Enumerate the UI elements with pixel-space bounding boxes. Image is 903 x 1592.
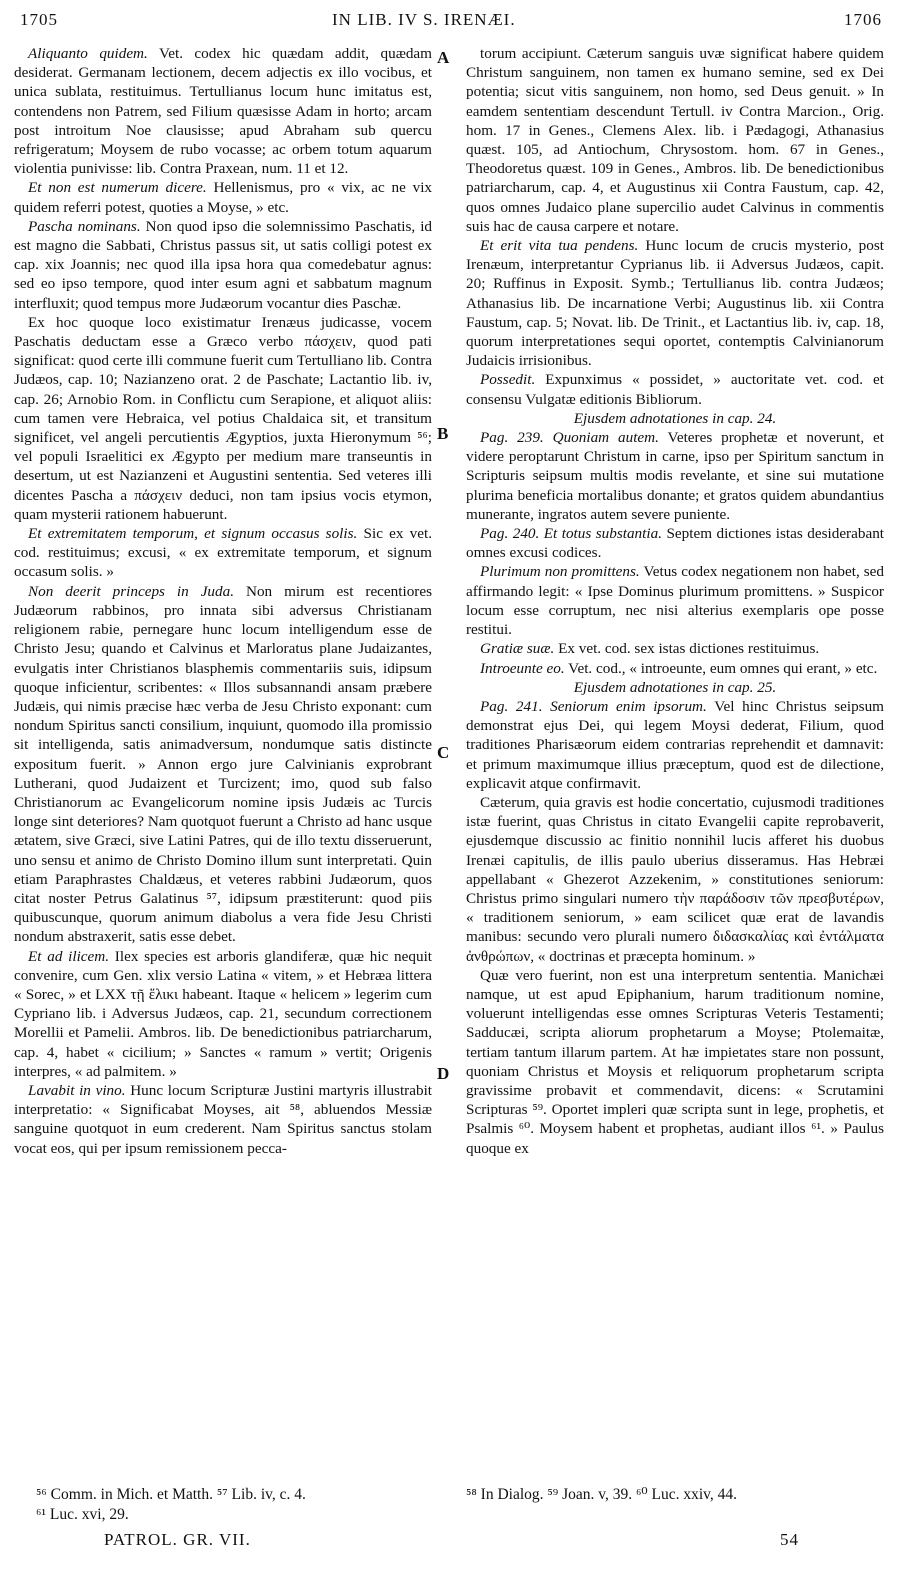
- annotation-paragraph: [466, 370, 884, 408]
- section-heading: [466, 409, 884, 428]
- paragraph-text: Quæ vero fuerint, non est una interpretum sententia. Manichæi namque, ut est apud Epiphanium, harum traditionum nomine, voluerunt intelligendas esse omnes Scripturas Veteris Testamenti; Sadducæi, scripta aliorum prophetarum a Moyse; Ptolemaitæ, tertiam tantum illarum partem. At hæ impietates stare non possunt, quoniam Christus et Moysis et reliquorum prophetarum scripta gravissime probavit et commendavit, dicens: « Scrutamini Scripturas ⁵⁹. Oportet impleri quæ scripta sunt in lege, prophetis, et Psalmis ⁶⁰. Moysem habent et prophetas, audiant illos ⁶¹. » Paulus quoque ex: [466, 966, 884, 1157]
- lemma: Et erit vita tua pendens.: [480, 237, 639, 255]
- paragraph-text: Cæterum, quia gravis est hodie concertatio, cujusmodi traditiones istæ fuerint, quas Christus in citato Evangelii capite reprobaverit, ejusdemque discussio ac finitio nonnihil lucis afferet his duobus Irenæi capitulis, de illis paulo uberius disseramus. Has Hebræi appellabant « Ghezerot Azzekenim, » constitutiones seniorum: Christus primo singulari numero τὴν παράδοσιν τῶν πρεσβυτέρων, « traditionem seniorum, » eam scilicet quæ erat de lavandis manibus: secundo vero plurali numero διδασκαλίας καὶ ἐντάλματα ἀνθρώπων, « doctrinas et præcepta hominum. »: [466, 793, 884, 965]
- annotation-paragraph: [466, 659, 884, 678]
- footnote-line: ⁶¹ Luc. xvi, 29.: [36, 1506, 129, 1523]
- annotation-paragraph: [14, 947, 432, 1081]
- annotation-paragraph: [14, 178, 432, 216]
- paragraph-text: Vet. cod., « introeunte, eum omnes qui erant, » etc.: [568, 659, 878, 677]
- paragraph-text: Ilex species est arboris glandiferæ, quæ hic nequit convenire, cum Gen. xlix versio Latina « vitem, » et Hebræa littera « Sorec, » et LXX τῇ ἕλικι habeant. Itaque « helicem » legerim cum Cypriano lib. i Adversus Judæos, cap. 21, secundum correctionem Morellii et Pamelii. Ambros. lib. De benedictionibus patriarcharum, cap. 4, habet « cicilium; » Sanctes « ramum » vertit; Origenis interpres, « ad palmitem. »: [14, 947, 433, 1080]
- annotation-paragraph: [14, 313, 432, 524]
- paragraph-text: torum accipiunt. Cæterum sanguis uvæ significat habere quidem Christum sanguinem, non tamen ex humano semine, sed ex Dei potentia; sicut vitis sanguinem, non homo, sed Deus genuit. » In eamdem sententiam descendunt Tertull. iv Contra Marcion., Orig. hom. 17 in Genes., Clemens Alex. lib. i Pædagogi, Athanasius quæst. 105, ad Antiochum, Chrysostom. hom. 67 in Genes., Theodoretus quæst. 109 in Genes., Ambros. lib. De benedictionibus patriarcharum, cap. 4, et Augustinus xii Contra Faustum, cap. 42, quos omnes Judaico plane supercilio audet Calvinus in commentis suis hac de causa carpere et notare.: [466, 45, 884, 235]
- lemma: Non deerit princeps in Juda.: [28, 582, 235, 600]
- signature-mark: 54: [780, 1530, 799, 1549]
- footnote-line: ⁵⁸ In Dialog. ⁵⁹ Joan. v, 39. ⁶⁰ Luc. xxiv, 44.: [466, 1486, 738, 1503]
- paragraph-text: Non quod ipso die solemnissimo Paschatis, id est magno die Sabbati, Christus passus sit, ut satis colligi potest ex cap. xix Joannis; nec quod illa ipsa hora qua comedebatur agnus: sed eo ipso tempore, quod inter esum agni et sabbatum magnum interfluxit; quod tempus more Judæorum vocantur dies Paschæ.: [14, 217, 433, 312]
- footnotes-right: [466, 1485, 737, 1505]
- paragraph-text: Ex vet. cod. sex istas dictiones restituimus.: [558, 640, 820, 658]
- paragraph-text: Vetus codex negationem non habet, sed affirmando legit: « Ipse Dominus plurimum promittens. » Suspicor locum esse corruptum, nec nisi alterius exemplaris ope posse restitui.: [466, 563, 885, 639]
- paragraph-text: Veteres prophetæ et noverunt, et videre peroptarunt Christum in carne, ipso per Spiritum sanctum in Scripturis seipsum multis modis revelante, et sine sui mutatione plurima beneficia mortalibus donante; et gratos quidem abundantius munerante, ingratos autem severe puniente.: [466, 429, 884, 523]
- paragraph-text: Vel hinc Christus seipsum demonstrat ejus Dei, qui legem Moysi dederat, Filium, quod traditiones Pharisæorum eidem contrarias reprehendit et damnavit: et primum maximumque illius præceptum, quod est de dilectione, explicavit atque confirmavit.: [466, 697, 884, 792]
- lemma: Gratiæ suæ.: [480, 640, 555, 658]
- paragraph-text: Non mirum est recentiores Judæorum rabbinos, pro innata sibi adversus Christianam religionem rabie, pernegare hunc locum intelligendum esse de Christo Jesu; quando et Calvinus et Marloratus plane Judaizantes, evulgatis inter Christianos blasphemis commentariis suis, idipsum quoque inficientur, scribentes: « Illos subsannandi ansam præbere Judæis, qui nimis præcise hæc verba de Jesu Christo exponant: cum nondum Spiritus sancti consilium, inquiunt, quomodo illa promissio sit intelligenda, satis animadversum, nondumque satis distincte expositum fuerit. » Annon ergo jure Calvinianis exprobrant Lutherani, quod Judaizent et Turcizent; imo, quod sub falso Christianorum ac Evangelicorum nomine ipsis Judæis ac Turcis longe sint deteriores? Nam quotquot fuerunt a Christo ad hanc usque ætatem, sive Græci, sive Latini Patres, qui de illo textu disseruerunt, uno sensu et animo de Christo Domino illum sunt interpretati. Quin etiam Paraphrastes Chaldæus, et veteres rabbini Judæorum, quos citat noster Petrus Galatinus ⁵⁷, idipsum præstiterunt: quod piis quibuscunque, quorum animum diabolus a vera fide Jesu Christi nondum abstraxerit, satis esse debet.: [14, 582, 433, 946]
- annotation-paragraph: [466, 428, 884, 524]
- lemma: Possedit.: [480, 371, 536, 389]
- annotation-paragraph: [466, 639, 884, 658]
- footnote-line: ⁵⁶ Comm. in Mich. et Matth. ⁵⁷ Lib. iv, c. 4.: [36, 1486, 306, 1503]
- paragraph-text: Hunc locum de crucis mysterio, post Irenæum, interpretantur Cyprianus lib. ii Adversus Judæos, capit. 20; Ruffinus in Exposit. Symb.; Tertullianus lib. contra Judæos; Athanasius lib. De incarnatione Verbi; Augustinus lib. xii Contra Faustum, cap. 5; Novat. lib. De Trinit., et Lactantius lib. iv, cap. 18, quorum interpretationes sequi oportet, contemptis Calvinianorum Judaicis irrisionibus.: [466, 237, 884, 370]
- lemma: Introeunte eo.: [480, 659, 565, 677]
- left-text-column: [14, 44, 432, 1158]
- section-heading: [466, 678, 884, 697]
- annotation-paragraph: [14, 217, 432, 313]
- paragraph-text: Septem dictiones istas desiderabant omnes excusi codices.: [466, 525, 885, 562]
- lemma: Pag. 240. Et totus substantia.: [480, 525, 662, 543]
- series-footer: PATROL. GR. VII.: [104, 1530, 251, 1549]
- annotation-paragraph: [466, 793, 884, 966]
- paragraph-text: Ejusdem adnotationes in cap. 24.: [573, 409, 777, 427]
- lemma: Lavabit in vino.: [28, 1081, 126, 1099]
- annotation-paragraph: [14, 1081, 432, 1158]
- lemma: Pag. 241. Seniorum enim ipsorum.: [480, 697, 707, 715]
- paragraph-text: Ex hoc quoque loco existimatur Irenæus judicasse, vocem Paschatis deductam esse a Græco verbo πάσχειν, quod pati significat: quod certe illi commune fuerit cum Tertulliano lib. Contra Judæos, cap. 10; Nazianzeno orat. 2 de Paschate; Lactantio lib. iv, cap. 26; Arnobio Rom. in Conflictu cum Serapione, et aliquot aliis: cum tamen vere Hebraica, vel potius Chaldaica sit, et transitum significet, vel angeli percutientis Ægyptios, juxta Hieronymum ⁵⁶; vel populi Israelitici ex Ægypto per medium mare transeuntis in desertum, ut est Nazianzeni et Augustini sententia. Sed veteres illi dicentes Pascha a πάσχειν deduci, non tam ipsius vocis etymon, quam mysterii rationem habuerunt.: [14, 313, 432, 523]
- lemma: Aliquanto quidem.: [28, 45, 148, 62]
- annotation-paragraph: [466, 44, 884, 236]
- annotation-paragraph: [14, 524, 432, 582]
- annotation-paragraph: [466, 697, 884, 793]
- annotation-paragraph: [466, 236, 884, 370]
- lemma: Pascha nominans.: [28, 217, 141, 235]
- lemma: Et extremitatem temporum, et signum occasus solis.: [28, 525, 358, 543]
- margin-letter-d: D: [437, 1064, 450, 1083]
- margin-letter-a: A: [437, 48, 450, 67]
- paragraph-text: Sic ex vet. cod. restituimus; excusi, « ex extremitate temporum, et signum occasum solis. »: [14, 525, 433, 581]
- margin-letter-b: B: [437, 424, 449, 443]
- footnotes-left: [36, 1485, 306, 1525]
- annotation-paragraph: [14, 44, 432, 178]
- paragraph-text: Ejusdem adnotationes in cap. 25.: [573, 678, 777, 696]
- paragraph-text: Hunc locum Scripturæ Justini martyris illustrabit interpretatio: « Significabat Moyses, ait ⁵⁸, abluendos Messiæ sanguine quotquot in eum crederent. Nam Spiritus sanctus stolam vocat eos, qui per ipsum remissionem pecca-: [14, 1081, 433, 1157]
- paragraph-text: Vet. codex hic quædam addit, quædam desiderat. Germanam lectionem, decem adjectis ex illo vocibus, et unica sublata, restituimus. Tertullianus locum hunc imitatus est, contendens non Patrem, sed Filium quæsisse Adam in horto; arcam post introitum Noe clausisse; apud Abraham sub quercu refrigeratum; Moysem de rubo vocasse; ac orbem totum aquarum violentia punivisse: lib. Contra Praxean, num. 11 et 12.: [14, 45, 432, 178]
- lemma: Et non est numerum dicere.: [28, 179, 207, 197]
- running-header: [20, 10, 882, 40]
- annotation-paragraph: [466, 562, 884, 639]
- lemma: Pag. 239. Quoniam autem.: [480, 429, 659, 447]
- annotation-paragraph: [14, 582, 432, 947]
- lemma: Et ad ilicem.: [28, 947, 110, 965]
- paragraph-text: Hellenismus, pro « vix, ac ne vix quidem referri potest, quoties a Moyse, » etc.: [14, 179, 433, 216]
- lemma: Plurimum non promittens.: [480, 563, 640, 581]
- annotation-paragraph: [466, 966, 884, 1158]
- running-title: IN LIB. IV S. IRENÆI.: [332, 10, 516, 29]
- paragraph-text: Expunximus « possidet, » auctoritate vet. cod. et consensu Vulgatæ editionis Bibliorum.: [466, 371, 884, 408]
- left-column-number: 1705: [20, 10, 58, 29]
- annotation-paragraph: [466, 524, 884, 562]
- right-column-number: 1706: [844, 10, 882, 29]
- margin-letter-c: C: [437, 743, 450, 762]
- right-text-column: [466, 44, 884, 1158]
